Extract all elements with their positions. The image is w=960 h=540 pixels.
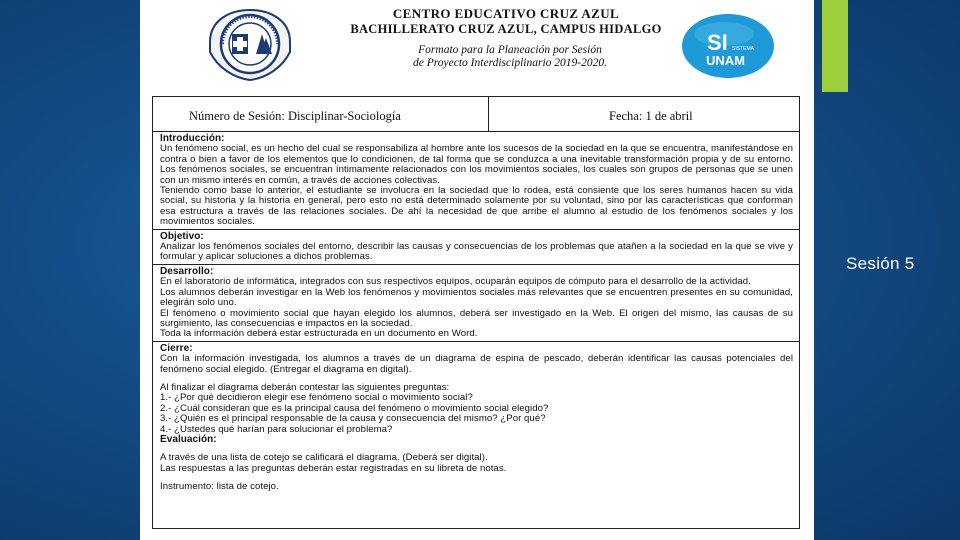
- closing-heading: Cierre:: [160, 342, 193, 354]
- question-item: 3.- ¿Quién es el principal responsable de la causa y consecuencia del mismo? ¿Por qué?: [160, 413, 546, 425]
- section-development: [153, 265, 799, 342]
- logo-org-text: UNAM: [706, 53, 745, 68]
- format-title-line2: de Proyecto Interdisciplinario 2019-2020.: [413, 57, 607, 69]
- evaluation-heading: Evaluación:: [160, 433, 217, 445]
- question-item: 1.- ¿Por qué decidieron elegir ese fenómeno social o movimiento social?: [160, 392, 473, 404]
- development-paragraph-2: Los alumnos deberán investigar en la Web los fenómenos y movimientos sociales más relevantes que se encuentren presentes en su comunidad, elegirán solo uno.: [160, 286, 793, 309]
- intro-heading: Introducción:: [160, 133, 225, 144]
- logo-big-text: SI: [707, 30, 728, 55]
- session-content: [152, 131, 800, 529]
- section-closing: [153, 342, 799, 494]
- closing-paragraph-1: Con la información investigada, los alumnos a través de un diagrama de espina de pescado, deberán identificar las causas potenciales del fenómeno social elegido. (Entregar el diagrama en digital).: [160, 353, 793, 375]
- school-name: [306, 6, 706, 37]
- school-seal-icon: [204, 8, 296, 82]
- session-date: Fecha: 1 de abril: [609, 109, 693, 123]
- intro-paragraph-2: Teniendo como base lo anterior, el estudiante se involucra en la sociedad que lo rodea, está consiente que los seres humanos hacen su vida social, su historia y la historia en general, pero esto no está determinado solamente por su voluntad, sino por las características que conforman esa estructura a través de las relaciones sociales. De ahí la necesidad de que arribe el alumno al estudio de los fenómenos sociales y los movimientos sociales.: [160, 185, 793, 228]
- question-item: 4.- ¿Ustedes qué harían para solucionar el problema?: [160, 423, 393, 435]
- objective-paragraph: Analizar los fenómenos sociales del entorno, describir las causas y consecuencias de los problemas que atañen a la sociedad en la que se vive y formular y aplicar soluciones a dichos problemas.: [160, 241, 793, 263]
- planning-document: [140, 0, 814, 540]
- format-title: [340, 44, 680, 70]
- si-unam-logo-icon: [680, 10, 776, 80]
- accent-bar: [822, 0, 848, 92]
- section-intro: [153, 132, 799, 230]
- slide-label: Sesión 5: [846, 254, 915, 273]
- session-number: Número de Sesión: Disciplinar-Sociología: [153, 97, 489, 131]
- school-name-line2: BACHILLERATO CRUZ AZUL, CAMPUS HIDALGO: [350, 22, 662, 36]
- development-paragraph-3: El fenómeno o movimiento social que hayan elegido los alumnos, deberá ser investigado en la Web. El origen del mismo, las causas de su surgimiento, las consecuencias e impactos en la sociedad.: [160, 307, 793, 329]
- evaluation-instrument: Instrumento: lista de cotejo.: [160, 481, 279, 493]
- closing-paragraph-2: Al finalizar el diagrama deberán contestar las siguientes preguntas:: [160, 381, 450, 393]
- section-objective: [153, 230, 799, 265]
- logo-sub-text: SISTEMA: [732, 46, 754, 52]
- school-name-line1: CENTRO EDUCATIVO CRUZ AZUL: [392, 6, 620, 21]
- development-paragraph-4: Toda la información deberá estar estructurada en un documento en Word.: [160, 328, 478, 340]
- development-heading: Desarrollo:: [160, 265, 214, 277]
- question-item: 2.- ¿Cuál consideran que es la principal causa del fenómeno o movimiento social elegido?: [160, 402, 549, 414]
- evaluation-paragraph-2: Las respuestas a las preguntas deberán estar registradas en su libreta de notas.: [160, 462, 507, 474]
- session-header: [152, 96, 800, 132]
- development-paragraph-1: En el laboratorio de informática, integrados con sus respectivos equipos, ocuparán equipos de cómputo para el desarrollo de la actividad.: [160, 276, 751, 288]
- intro-paragraph-1: Un fenómeno social, es un hecho del cual se responsabiliza al hombre ante los sucesos de la sociedad en la que se encuentra, manifestándose en contra o bien a favor de los elementos que lo condicionen, de tal forma que se conduzca a una inevitable transformación propia y de su entorno. Los fenómenos sociales, se encuentran íntimamente relacionados con los movimientos sociales, los cuales son grupos de personas que se unen con un mismo interés en común, a través de acciones colectivas.: [160, 143, 793, 186]
- objective-heading: Objetivo:: [160, 230, 204, 242]
- format-title-line1: Formato para la Planeación por Sesión: [418, 44, 602, 56]
- evaluation-paragraph-1: A través de una lista de cotejo se calificará el diagrama. (Deberá ser digital).: [160, 452, 488, 464]
